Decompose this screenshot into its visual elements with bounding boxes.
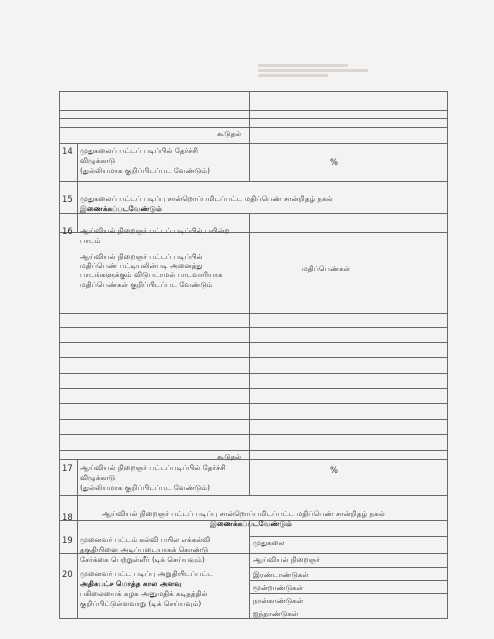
row-15-line-2: இணைக்கப்படவேண்டும் xyxy=(80,204,162,213)
row-16-number: 16 xyxy=(62,226,73,236)
faint-header-mark xyxy=(258,62,368,78)
row-20-number: 20 xyxy=(62,569,73,579)
row-18-line-1: ஆய்வியல் நிறைஞர் பட்டப் படிப்பு சான்றொப்பமிடப்பட்ட மதிப்பெண் சான்றிதழ் நகல் xyxy=(102,509,385,518)
row-14-line-2: விழுக்காடு xyxy=(80,156,116,165)
row-20-option-3yrs[interactable]: மூன்றாண்டுகள் xyxy=(253,583,304,592)
row-18-line-2: இணைக்கப்படவேண்டும் xyxy=(210,519,292,528)
row-16-marks-label: மதிப்பெண்கள் xyxy=(302,264,351,273)
row-19-number: 19 xyxy=(62,535,73,545)
row-19-option-pg[interactable]: முதுகலை xyxy=(253,538,285,547)
upper-total-label: கூடுதல் xyxy=(217,129,242,138)
row-17-line-2: விழுக்காடு xyxy=(80,473,116,482)
row-20-option-2yrs[interactable]: இரண்டாண்டுகள் xyxy=(253,570,309,579)
row-20-option-5yrs[interactable]: ஐந்தாண்டுகள் xyxy=(253,609,299,618)
row-17-percent: % xyxy=(330,465,338,475)
row-20-line-4: குறிப்பிட்டுள்ளவாறு (டிக் செய்யவும்) xyxy=(80,599,202,608)
row-17-line-3: (துல்லியமாக குறிப்பிடப்பட வேண்டும்) xyxy=(80,483,210,492)
row-14-line-1: முதுகலைப் பட்டப் படிப்பில் தேர்ச்சி xyxy=(80,146,199,155)
row-14-percent: % xyxy=(330,157,338,167)
row-14-line-3: (துல்லியமாக குறிப்பிடப்பட வேண்டும்) xyxy=(80,166,210,175)
row-17-number: 17 xyxy=(62,463,73,473)
row-16-sub-line-2: மதிப்பெண் பட்டியலின்படி அனைத்து xyxy=(80,261,203,270)
row-19-option-mphil[interactable]: ஆய்வியல் நிறைஞர் xyxy=(253,555,320,564)
row-16-sub-line-3: பாடங்களுக்கும் விடுபடாமல் பாடவாரியாக xyxy=(80,270,223,279)
row-16-sub-line-4: மதிப்பெண்கள் குறிப்பிடப்பட வேண்டும் xyxy=(80,280,213,289)
row-17-line-1: ஆய்வியல் நிறைஞர் பட்டப்படிப்பில் தேர்ச்சி xyxy=(80,463,226,472)
row-14-number: 14 xyxy=(62,146,73,156)
row-20-line-2: அதிகபட்ச மொத்த கால அளவு xyxy=(80,579,182,588)
row-19-line-3: சேர்க்கை பெற்றுள்ளீர் (டிக் செய்யவும்) xyxy=(80,555,205,564)
row-15-number: 15 xyxy=(62,194,73,204)
row-16-line-1: ஆய்வியல் நிறைஞர் பட்டப் படிப்பில் பயின்ற xyxy=(80,226,230,235)
row-19-line-2: தகுதியினை அடிப்படையாகக் கொண்டு xyxy=(80,545,209,554)
row-16-line-2: பாடம் xyxy=(80,236,101,245)
row-15-line-1: முதுகலைப் பட்டப் படிப்பு சான்றொப்பமிடப்பட்ட மதிப்பெண் சான்றிதழ் நகல் xyxy=(80,194,333,203)
row-20-line-3: பகிலையைக் கழக அனுமதிக் கடிதத்தில் xyxy=(80,589,208,598)
row-19-line-1: முனைவர் பட்டம் கல்வி பயில எக்கல்வி xyxy=(80,535,211,544)
row-20-option-4yrs[interactable]: நான்காண்டுகள் xyxy=(253,596,304,605)
lower-total-label: கூடுதல் xyxy=(217,452,242,461)
row-16-sub-line-1: ஆய்வியல் நிறைஞர் பட்டப் படிப்பில் xyxy=(80,252,203,261)
row-18-number: 18 xyxy=(62,512,73,522)
row-20-line-1: முனைவர் பட்ட படிப்பு அறுதியிடப்பட்ட xyxy=(80,569,213,578)
